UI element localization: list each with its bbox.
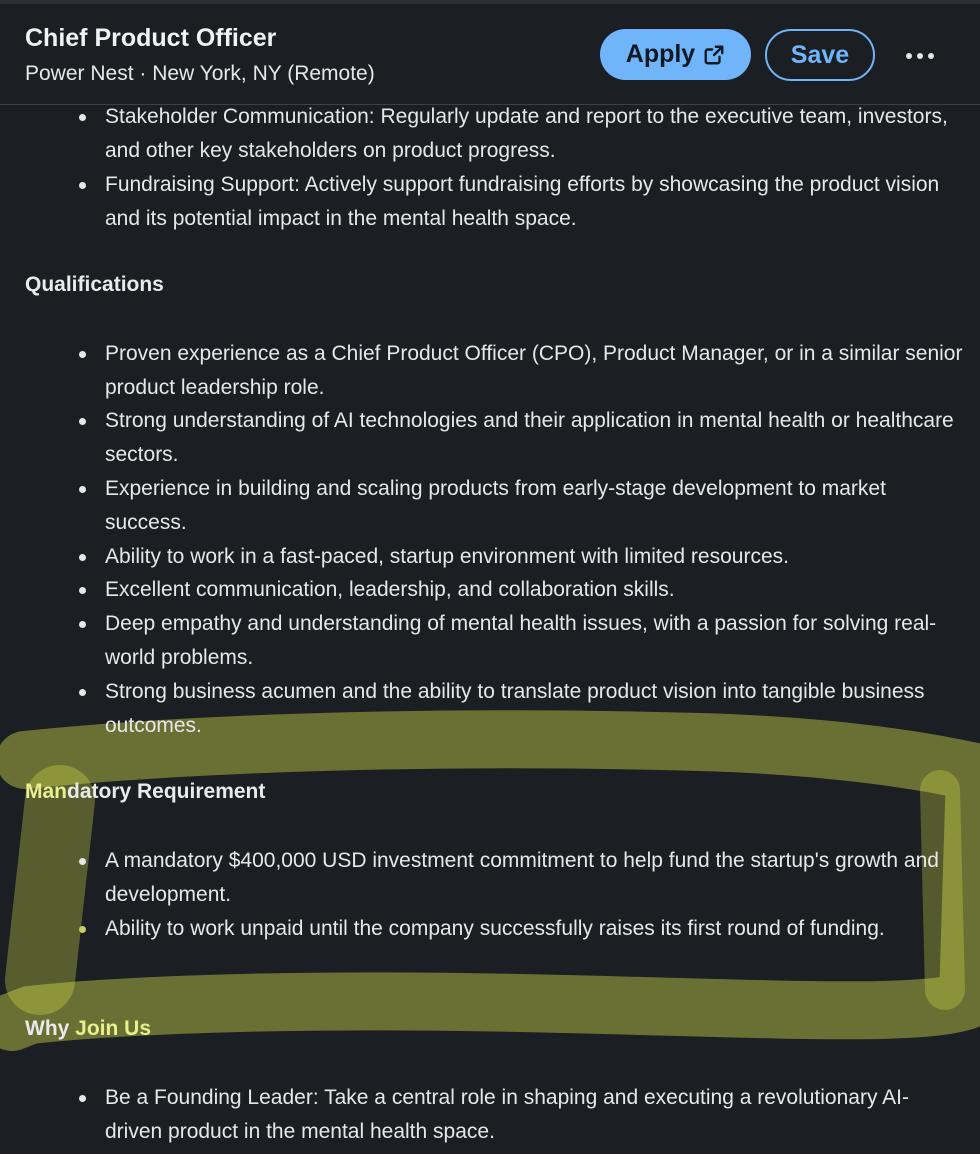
more-options-icon[interactable] <box>900 42 940 70</box>
list-item: Experience in building and scaling products from early-stage development to market success. <box>105 472 965 540</box>
save-button-label: Save <box>790 40 850 69</box>
list-item: Excellent communication, leadership, and collaboration skills. <box>105 573 965 607</box>
list-item: Proven experience as a Chief Product Officer (CPO), Product Manager, or in a similar senior product leadership role. <box>105 337 965 405</box>
dot <box>928 53 934 59</box>
apply-button[interactable] <box>600 29 751 80</box>
list-item: Ability to work unpaid until the company successfully raises its first round of funding. <box>105 912 965 946</box>
company-location: Power Nest · New York, NY (Remote) <box>25 62 375 85</box>
dot <box>917 53 923 59</box>
mandatory-requirement-heading <box>25 780 265 804</box>
dot <box>906 53 912 59</box>
sticky-job-header <box>0 4 980 105</box>
list-item: Deep empathy and understanding of mental health issues, with a passion for solving real-world problems. <box>105 607 965 675</box>
list-item: Stakeholder Communication: Regularly update and report to the executive team, investors, and other key stakeholders on product progress. <box>105 100 965 168</box>
list-item: A mandatory $400,000 USD investment commitment to help fund the startup's growth and development. <box>105 844 965 912</box>
why-join-us-heading <box>25 1017 151 1041</box>
list-item: Ability to work in a fast-paced, startup environment with limited resources. <box>105 540 965 574</box>
heading-part: Man <box>25 780 67 803</box>
list-item: Strong business acumen and the ability to translate product vision into tangible business outcomes. <box>105 675 965 743</box>
save-button[interactable] <box>765 29 875 81</box>
list-item: Strong understanding of AI technologies and their application in mental health or healthcare sectors. <box>105 404 965 472</box>
heading-part: datory Requirement <box>67 780 266 803</box>
list-item: Be a Founding Leader: Take a central role in shaping and executing a revolutionary AI-driven product in the mental health space. <box>105 1081 965 1149</box>
list-item: Fundraising Support: Actively support fundraising efforts by showcasing the product vision and its potential impact in the mental health space. <box>105 168 965 236</box>
external-link-icon <box>703 44 725 66</box>
apply-button-label: Apply <box>625 40 696 68</box>
heading-part: Why <box>25 1017 76 1040</box>
job-title: Chief Product Officer <box>25 24 277 52</box>
heading-part: Join Us <box>75 1017 152 1040</box>
qualifications-heading: Qualifications <box>25 273 164 296</box>
